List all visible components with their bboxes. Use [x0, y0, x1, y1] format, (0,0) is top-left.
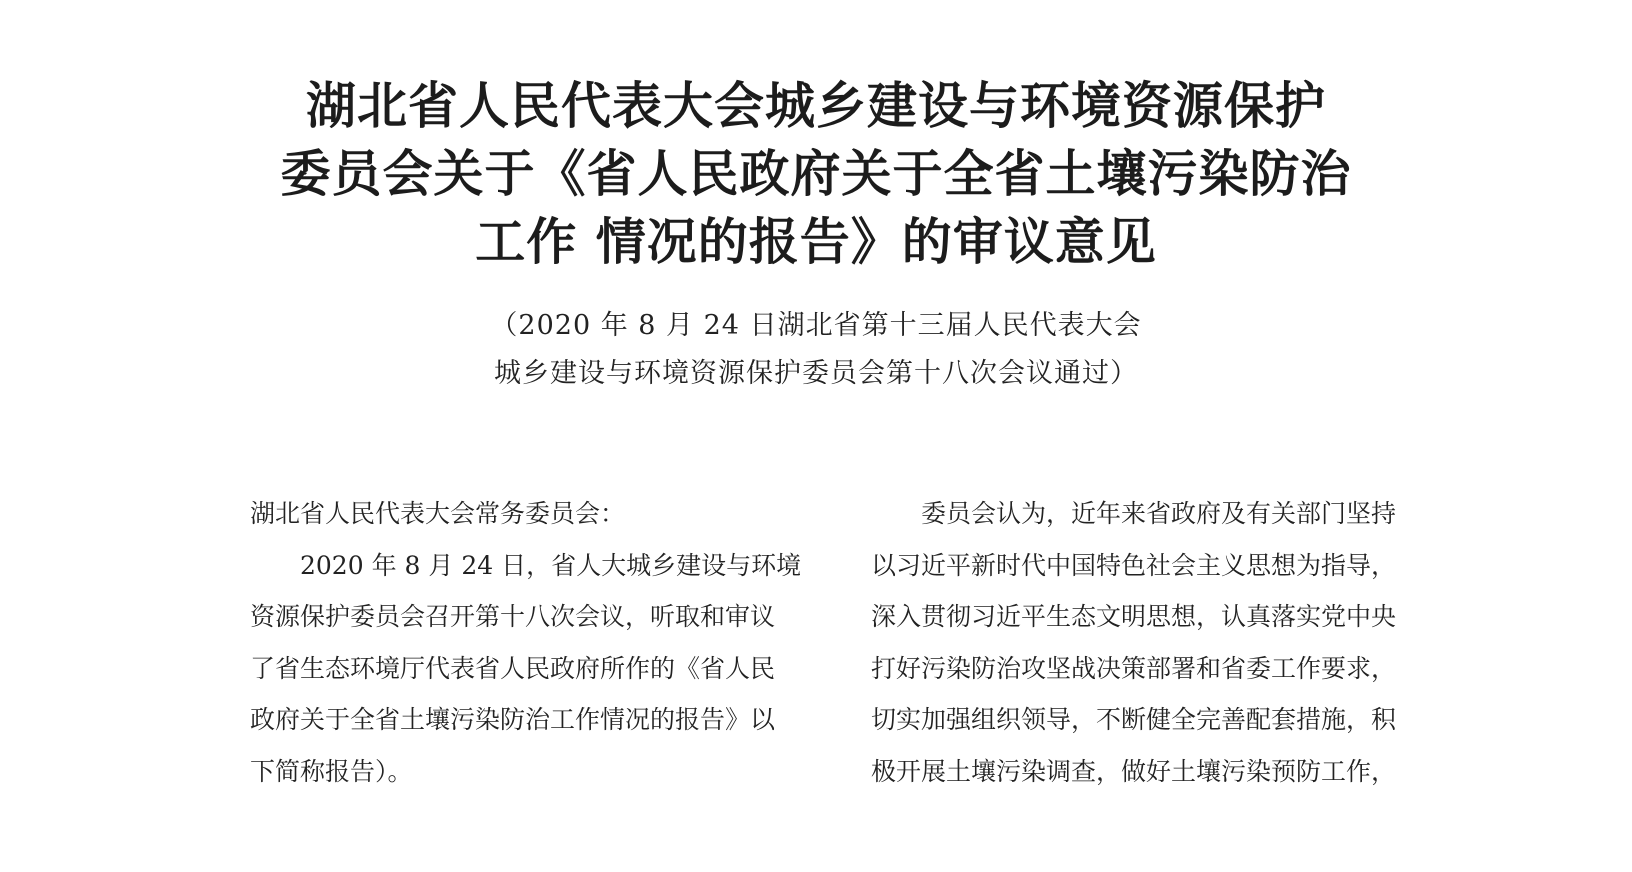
body-line: 政府关于全省土壤污染防治工作情况的报告》以 — [250, 705, 776, 734]
body-line: 打好污染防治攻坚战决策部署和省委工作要求， — [871, 653, 1397, 683]
body-left-column — [250, 488, 810, 797]
body-line: 深入贯彻习近平生态文明思想，认真落实党中央 — [871, 602, 1397, 631]
body-line: 极开展土壤污染调查，做好土壤污染预防工作， — [871, 756, 1397, 786]
body-line: 切实加强组织领导，不断健全完善配套措施，积 — [871, 705, 1397, 734]
subtitle-line: （2020 年 8 月 24 日湖北省第十三届人民代表大会 — [490, 310, 1142, 341]
body-line: 2020 年 8 月 24 日，省人大城乡建设与环境 — [250, 550, 802, 580]
body-line: 委员会认为，近年来省政府及有关部门坚持 — [871, 499, 1397, 528]
body-right-column — [871, 488, 1431, 797]
title-line: 湖北省人民代表大会城乡建设与环境资源保护 — [306, 77, 1326, 135]
body-line: 了省生态环境厅代表省人民政府所作的《省人民 — [250, 653, 776, 683]
document-title — [0, 72, 1632, 276]
body-line: 下简称报告）。 — [250, 756, 413, 786]
body-line: 以习近平新时代中国特色社会主义思想为指导， — [871, 550, 1397, 580]
body-line: 资源保护委员会召开第十八次会议，听取和审议 — [250, 602, 776, 631]
salutation: 湖北省人民代表大会常务委员会： — [250, 499, 626, 528]
title-line: 委员会关于《省人民政府关于全省土壤污染防治 — [280, 145, 1352, 203]
subtitle-line: 城乡建设与环境资源保护委员会第十八次会议通过） — [494, 358, 1138, 389]
title-line: 工作 情况的报告》的审议意见 — [475, 213, 1157, 271]
document-subtitle — [0, 302, 1632, 398]
